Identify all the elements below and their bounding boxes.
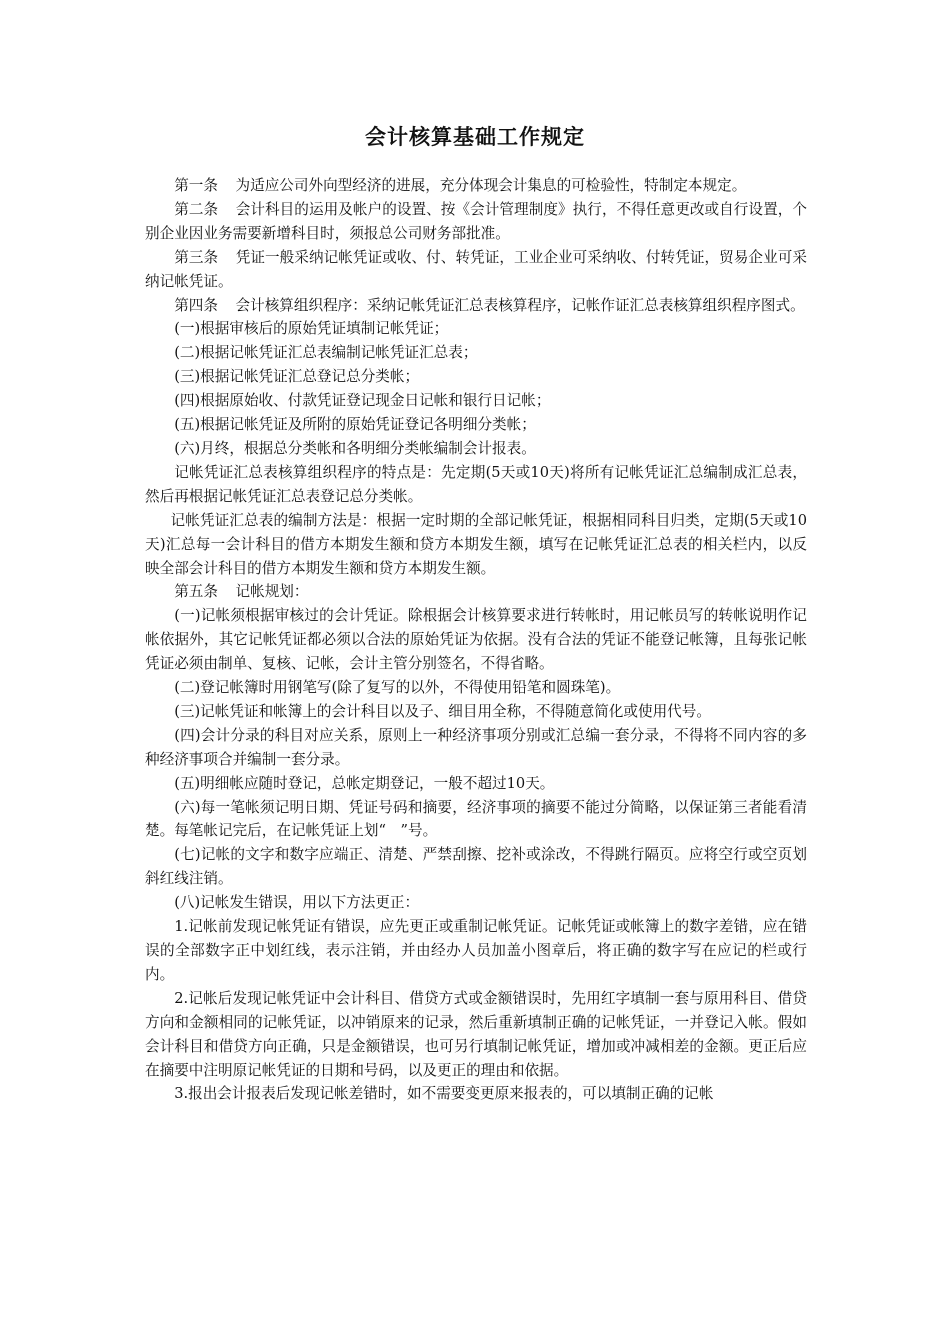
paragraph xyxy=(145,509,807,581)
paragraph-text: (四)会计分录的科目对应关系，原则上一种经济事项分别或汇总编一套分录，不得将不同内容的多种经济事项合并编制一套分录。 xyxy=(145,726,807,768)
paragraph xyxy=(145,198,807,246)
paragraph-text: (三)根据记帐凭证汇总登记总分类帐； xyxy=(174,368,420,386)
paragraph xyxy=(145,389,807,413)
paragraph-text: 记帐凭证汇总表核算组织程序的特点是：先定期(5天或10天)将所有记帐凭证汇总编制成汇总表，然后再根据记帐凭证汇总表登记总分类帐。 xyxy=(145,463,807,505)
paragraph xyxy=(145,724,807,772)
paragraph xyxy=(145,700,807,724)
paragraph xyxy=(145,796,807,844)
paragraph-text: 为适应公司外向型经济的进展，充分体现会计集息的可检验性，特制定本规定。 xyxy=(235,177,747,194)
paragraph xyxy=(145,772,807,796)
paragraph-text: (四)根据原始收、付款凭证登记现金日记帐和银行日记帐； xyxy=(174,392,551,410)
paragraph-text: 记帐规划： xyxy=(235,583,309,601)
paragraph xyxy=(145,341,807,365)
paragraph-text: (三)记帐凭证和帐簿上的会计科目以及子、细目用全称，不得随意简化或使用代号。 xyxy=(174,702,711,720)
paragraph xyxy=(145,294,807,318)
paragraph-text: (一)记帐须根据审核过的会计凭证。除根据会计核算要求进行转帐时，用记帐员写的转帐说明作记帐依据外，其它记帐凭证都必须以合法的原始凭证为依据。没有合法的凭证不能登记帐簿，且每张记帐凭证必须由制单、复核、记帐，会计主管分别签名，不得省略。 xyxy=(145,607,807,673)
paragraph-text: 1.记帐前发现记帐凭证有错误，应先更正或重制记帐凭证。记帐凭证或帐簿上的数字差错，应在错误的全部数字正中划红线，表示注销，并由经办人员加盖小图章后，将正确的数字写在应记的栏或行内。 xyxy=(145,918,807,983)
paragraph-text: (五)根据记帐凭证及所附的原始凭证登记各明细分类帐； xyxy=(174,416,536,434)
article-label: 第一条 xyxy=(174,177,218,194)
paragraph xyxy=(145,915,807,987)
paragraph-text: (五)明细帐应随时登记，总帐定期登记，一般不超过10天。 xyxy=(174,774,555,792)
paragraph xyxy=(145,317,807,341)
paragraph-text: (二)登记帐簿时用钢笔写(除了复写的以外，不得使用铅笔和圆珠笔)。 xyxy=(174,679,621,697)
paragraph-text: (六)每一笔帐须记明日期、凭证号码和摘要，经济事项的摘要不能过分简略，以保证第三者能看清楚。每笔帐记完后，在记帐凭证上划“ ”号。 xyxy=(145,798,807,840)
paragraph-text: 会计核算组织程序：采纳记帐凭证汇总表核算程序，记帐作证汇总表核算组织程序图式。 xyxy=(235,296,805,314)
document-title: 会计核算基础工作规定 xyxy=(365,125,585,149)
paragraph-text: (二)根据记帐凭证汇总表编制记帐凭证汇总表； xyxy=(174,344,478,362)
paragraph-text: (八)记帐发生错误，用以下方法更正： xyxy=(174,894,420,912)
paragraph-text: 会计科目的运用及帐户的设置、按《会计管理制度》执行，不得任意更改或自行设置，个别企业因业务需要新增科目时，须报总公司财务部批准。 xyxy=(145,200,807,242)
paragraph xyxy=(145,580,807,604)
paragraph xyxy=(145,365,807,389)
paragraph-text: (六)月终，根据总分类帐和各明细分类帐编制会计报表。 xyxy=(174,439,536,457)
document-body xyxy=(145,174,807,1106)
paragraph xyxy=(145,174,807,198)
paragraph-text: (七)记帐的文字和数字应端正、清楚、严禁刮擦、挖补或涂改，不得跳行隔页。应将空行或空页划斜红线注销。 xyxy=(145,846,807,888)
paragraph xyxy=(145,891,807,915)
paragraph xyxy=(145,843,807,891)
paragraph xyxy=(145,413,807,437)
paragraph-text: 2.记帐后发现记帐凭证中会计科目、借贷方式或金额错误时，先用红字填制一套与原用科目、借贷方向和金额相同的记帐凭证，以冲销原来的记录，然后重新填制正确的记帐凭证，一并登记入帐。假如会计科目和借贷方向正确，只是金额错误，也可另行填制记帐凭证，增加或冲减相差的金额。更正后应在摘要中注明原记帐凭证的日期和号码，以及更正的理由和依据。 xyxy=(145,989,807,1079)
paragraph-text: 3.报出会计报表后发现记帐差错时，如不需要变更原来报表的，可以填制正确的记帐 xyxy=(174,1085,714,1103)
paragraph xyxy=(145,604,807,676)
paragraph-text: (一)根据审核后的原始凭证填制记帐凭证； xyxy=(174,320,449,338)
paragraph xyxy=(145,246,807,294)
paragraph xyxy=(145,461,807,509)
article-label: 第四条 xyxy=(174,296,218,314)
article-label: 第三条 xyxy=(174,248,219,266)
article-label: 第五条 xyxy=(174,583,218,601)
paragraph xyxy=(145,676,807,700)
paragraph xyxy=(145,437,807,461)
paragraph xyxy=(145,987,807,1083)
paragraph xyxy=(145,1082,807,1106)
paragraph-text: 记帐凭证汇总表的编制方法是：根据一定时期的全部记帐凭证，根据相同科目归类，定期(5天或10天)汇总每一会计科目的借方本期发生额和贷方本期发生额，填写在记帐凭证汇总表的相关栏内，以反映全部会计科目的借方本期发生额和贷方本期发生额。 xyxy=(145,511,807,577)
article-label: 第二条 xyxy=(174,200,219,218)
paragraph-text: 凭证一般采纳记帐凭证或收、付、转凭证，工业企业可采纳收、付转凭证，贸易企业可采纳记帐凭证。 xyxy=(145,248,807,290)
